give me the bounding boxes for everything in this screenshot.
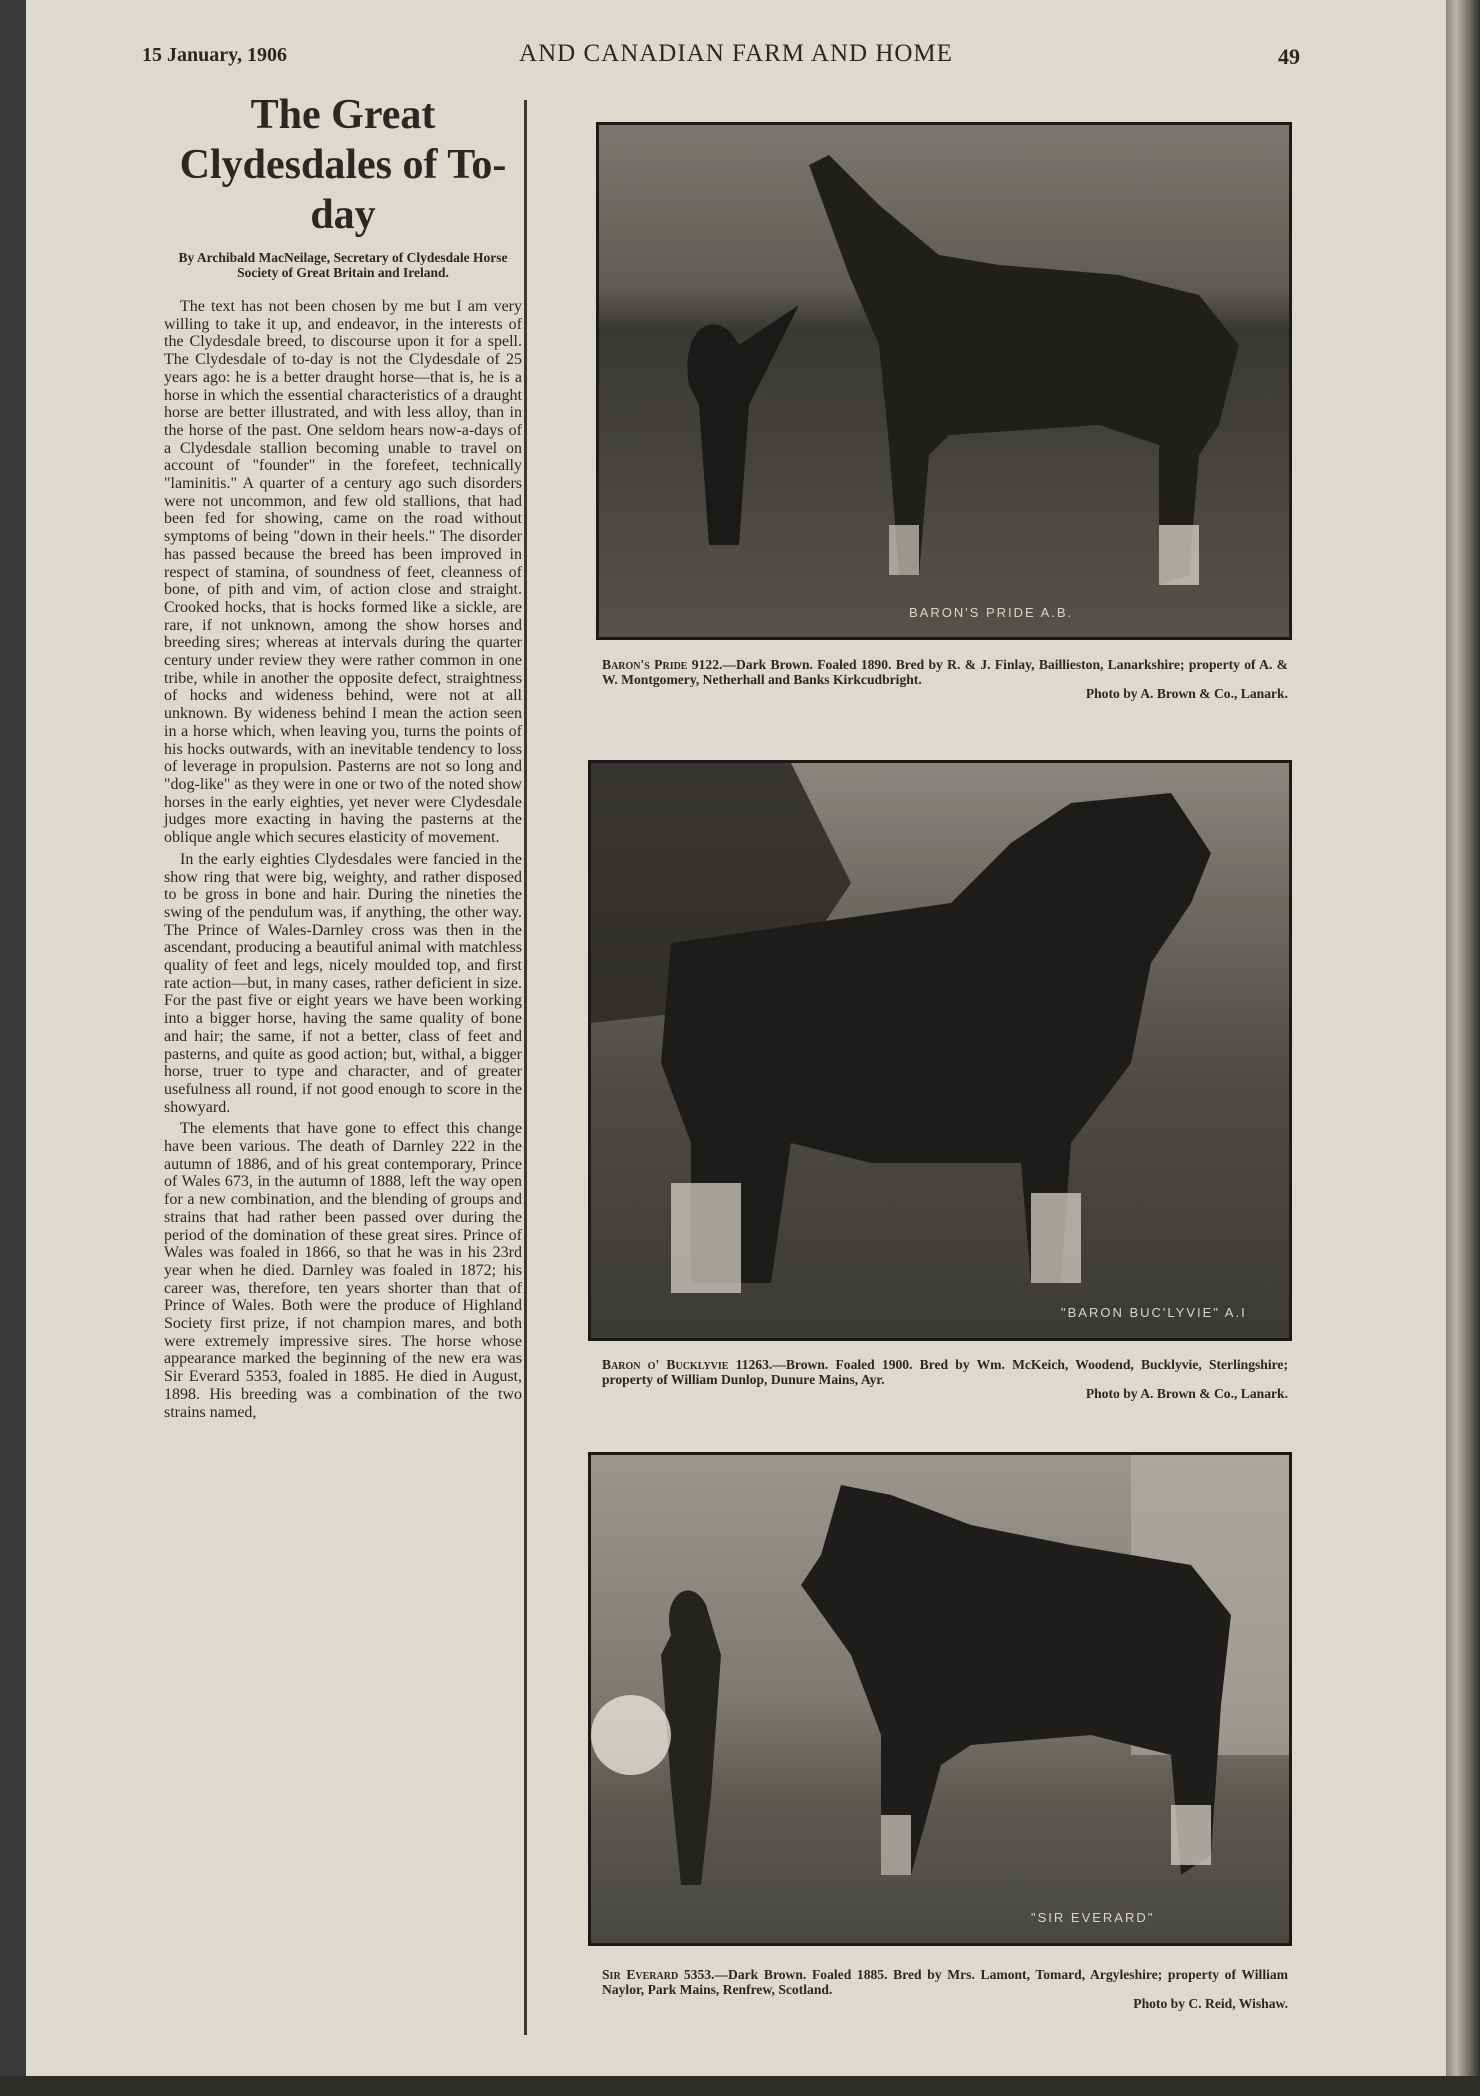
article-body <box>164 298 522 1421</box>
article-title <box>164 90 522 240</box>
photo-credit: Photo by A. Brown & Co., Lanark. <box>1085 1386 1288 1401</box>
photo-barons-pride <box>596 122 1292 640</box>
paragraph-3: The elements that have gone to effect this change have been various. The death of Darnley 222 in the autumn of 1886, and of his great contemporary, Prince of Wales 673, in the autumn of 1888, left the way open for a new combination, and the blending of groups and strains that had rather been passed over during the period of the domination of these great sires. Prince of Wales was foaled in 1866, so that he was in his 23rd year when he died. Darnley was foaled in 1872; his career was, therefore, ten years shorter than that of Prince of Wales. Both were the produce of Highland Society first prize, if not champion mares, and both were extremely impressive sires. The horse whose appearance marked the beginning of the new era was Sir Everard 5353, foaled in 1885. He died in August, 1898. His breeding was a combination of the two strains named, <box>164 1120 522 1421</box>
caption-details: 11263.—Brown. Foaled 1900. Bred by Wm. McKeich, Woodend, Bucklyvie, Sterlingshire; property of William Dunlop, Dunure Mains, Ayr. <box>602 1357 1288 1387</box>
photo-label: "BARON BUC'LYVIE" A.I <box>1061 1305 1247 1320</box>
title-line-1: The Great <box>250 92 436 138</box>
photo-baron-o-bucklyvie <box>588 760 1292 1341</box>
photo-sir-everard <box>588 1452 1292 1946</box>
article-column <box>164 90 522 1425</box>
page-bottom-edge <box>0 2076 1480 2096</box>
horse-photo-image <box>599 125 1289 637</box>
caption-details: 5353.—Dark Brown. Foaled 1885. Bred by Mrs. Lamont, Tomard, Argyleshire; property of William Naylor, Park Mains, Renfrew, Scotland. <box>602 1967 1288 1997</box>
article-byline: By Archibald MacNeilage, Secretary of Clydesdale Horse Society of Great Britain and Ireland. <box>178 250 508 280</box>
page-header <box>26 40 1446 74</box>
caption-horse-name: Sir Everard <box>602 1967 679 1982</box>
page-edge <box>1446 0 1480 2096</box>
photo-credit: Photo by A. Brown & Co., Lanark. <box>1085 686 1288 701</box>
column-rule <box>524 100 527 2035</box>
header-publication: AND CANADIAN FARM AND HOME <box>519 40 953 67</box>
title-line-2: Clydesdales of To-day <box>179 142 507 238</box>
header-date: 15 January, 1906 <box>142 44 288 66</box>
caption-details: 9122.—Dark Brown. Foaled 1890. Bred by R. & J. Finlay, Baillieston, Lanarkshire; property of A. & W. Montgomery, Netherhall and Banks Kirkcudbright. <box>602 657 1288 687</box>
paragraph-2: In the early eighties Clydesdales were fancied in the show ring that were big, weighty, and rather disposed to be gross in bone and hair. During the nineties the swing of the pendulum was, if anything, the other way. The Prince of Wales-Darnley cross was then in the ascendant, producing a beautiful animal with matchless quality of feet and legs, nicely moulded top, and first rate action—but, in many cases, rather deficient in size. For the past five or eight years we have been working into a bigger horse, having the same quality of bone and hair; the same, if not a better, class of feet and pasterns, and quite as good action; but, withal, a bigger horse, truer to type and character, and of greater usefulness all round, if not good enough to score in the showyard. <box>164 850 522 1116</box>
horse-photo-image <box>591 1455 1289 1943</box>
horse-photo-image <box>591 763 1289 1338</box>
photo-label: "SIR EVERARD" <box>1031 1910 1155 1925</box>
caption-horse-name: Baron o' Bucklyvie <box>602 1357 729 1372</box>
photo-label: BARON'S PRIDE A.B. <box>909 605 1074 620</box>
caption-sir-everard <box>602 1968 1288 2012</box>
caption-horse-name: Baron's Pride <box>602 657 688 672</box>
photo-credit: Photo by C. Reid, Wishaw. <box>1133 1996 1288 2011</box>
newspaper-page <box>26 0 1446 2076</box>
caption-baron-o-bucklyvie <box>602 1358 1288 1402</box>
paragraph-1: The text has not been chosen by me but I am very willing to take it up, and endeavor, in the interests of the Clydesdale breed, to discourse upon it for a spell. The Clydesdale of to-day is not the Clydesdale of 25 years ago: he is a better draught horse—that is, he is a horse in which the essential characteristics of a draught horse are better illustrated, and with less alloy, than in the horse of the past. One seldom hears now-a-days of a Clydesdale stallion becoming unable to travel on account of "founder" in the forefeet, technically "laminitis." A quarter of a century ago such disorders were not uncommon, and few old stallions, that had been fed for showing, came on the road without symptoms of being "down in their heels." The disorder has passed because the breed has been improved in respect of stamina, of soundness of feet, cleanness of bone, of pith and vim, of action close and straight. Crooked hocks, that is hocks formed like a sickle, are rare, if not unknown, among the show horses and breeding sires; whereas at intervals during the quarter century under review they were rather common in one tribe, while in another the opposite defect, straightness of hocks and wideness behind, were not at all unknown. By wideness behind I mean the action seen in a horse which, when leaving you, turns the points of his hocks outwards, with an inevitable tendency to loss of leverage in propulsion. Pasterns are not so long and "dog-like" as they were in one or two of the noted show horses in the early eighties, yet never were Clydesdale judges more exacting in having the pasterns at the oblique angle which secures elasticity of movement. <box>164 298 522 847</box>
page-number: 49 <box>1278 44 1300 69</box>
caption-barons-pride <box>602 658 1288 702</box>
